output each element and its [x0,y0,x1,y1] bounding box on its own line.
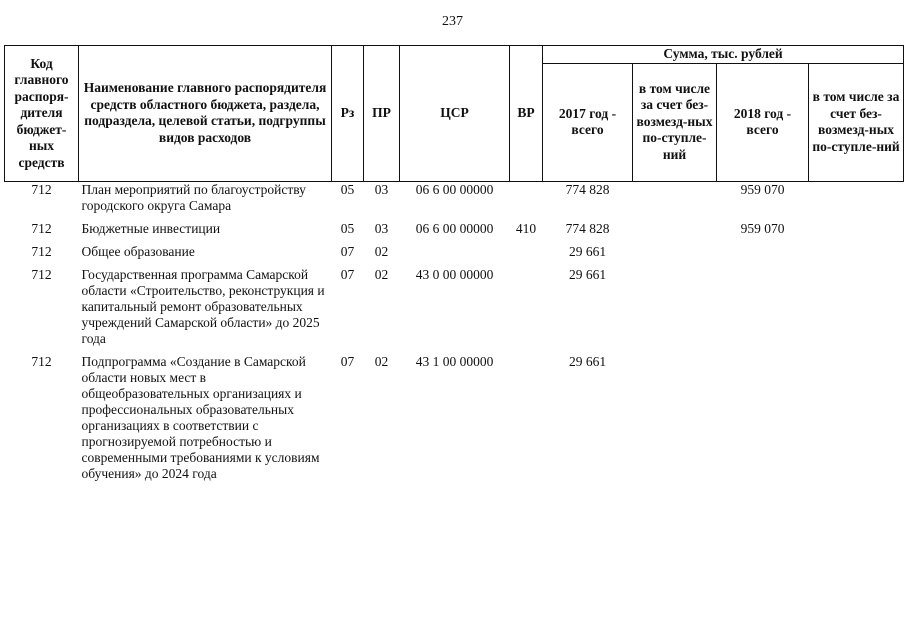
table-body [5,181,904,489]
table-row [5,354,904,489]
row-rz: 05 [340,181,355,197]
row-csr [400,244,510,267]
row-2018-free [809,267,904,354]
row-csr: 43 1 00 00000 [415,353,494,369]
row-2018-total [717,244,809,267]
table-header [5,46,904,182]
row-name: Подпрограмма «Создание в Самарской области новых мест в общеобразовательных организациях и профессиональных образовательных организациях в соответствии с прогнозируемой потребностью и современными требованиями к условиям обучения» до 2024 года [81,353,320,481]
header-2017-total: 2017 год - всего [543,63,633,181]
budget-table [4,45,904,489]
row-2017-free [633,181,717,221]
page-number: 237 [442,14,463,29]
row-2017-free [633,354,717,489]
row-name: Бюджетные инвестиции [81,220,221,236]
row-vr [510,267,543,354]
row-2017-total: 29 661 [568,266,607,282]
row-pr: 02 [374,243,389,259]
row-2017-free [633,221,717,244]
row-2018-free [809,221,904,244]
header-code: Код главного распоря-дителя бюджет-ных средств [5,46,79,182]
row-2017-total: 29 661 [568,353,607,369]
row-2018-free [809,354,904,489]
row-2017-free [633,267,717,354]
header-2018-free: в том числе за счет без-возмезд-ных по-ступле-ний [809,63,904,181]
row-pr: 02 [374,266,389,282]
row-vr [510,354,543,489]
row-2018-total [717,354,809,489]
row-rz: 07 [340,243,355,259]
row-2018-free [809,244,904,267]
row-name: Государственная программа Самарской области «Строительство, реконструкция и капитальный ремонт образовательных учреждений Самарской области» до 2025 года [81,266,325,346]
header-pr: ПР [364,46,400,182]
table-row [5,181,904,221]
table-row [5,244,904,267]
row-vr: 410 [515,220,537,236]
row-csr: 06 6 00 00000 [415,220,494,236]
row-2018-total: 959 070 [740,181,785,197]
header-rz: Рз [332,46,364,182]
row-2017-total: 774 828 [565,181,610,197]
header-2017-free: в том числе за счет без-возмезд-ных по-ступле-ний [633,63,717,181]
row-code: 712 [31,243,52,259]
header-2018-total: 2018 год - всего [717,63,809,181]
table-row [5,221,904,244]
row-2018-total [717,267,809,354]
row-code: 712 [31,353,52,369]
row-2017-total: 29 661 [568,243,607,259]
row-rz: 07 [340,266,355,282]
header-name: Наименование главного распорядителя средств областного бюджета, раздела, подраздела, целевой статьи, подгруппы видов расходов [79,46,332,182]
row-2018-free [809,181,904,221]
row-2017-total: 774 828 [565,220,610,236]
row-code: 712 [31,181,52,197]
row-rz: 07 [340,353,355,369]
row-pr: 03 [374,220,389,236]
row-name: Общее образование [81,243,195,259]
row-name: План мероприятий по благоустройству городского округа Самара [81,181,306,213]
row-vr [510,181,543,221]
row-2018-total: 959 070 [740,220,785,236]
table-row [5,267,904,354]
row-2017-free [633,244,717,267]
row-csr: 06 6 00 00000 [415,181,494,197]
row-code: 712 [31,220,52,236]
row-pr: 02 [374,353,389,369]
header-vr: ВР [510,46,543,182]
header-sum-group: Сумма, тыс. рублей [543,46,904,64]
row-pr: 03 [374,181,389,197]
row-code: 712 [31,266,52,282]
row-vr [510,244,543,267]
row-csr: 43 0 00 00000 [415,266,494,282]
header-csr: ЦСР [400,46,510,182]
row-rz: 05 [340,220,355,236]
